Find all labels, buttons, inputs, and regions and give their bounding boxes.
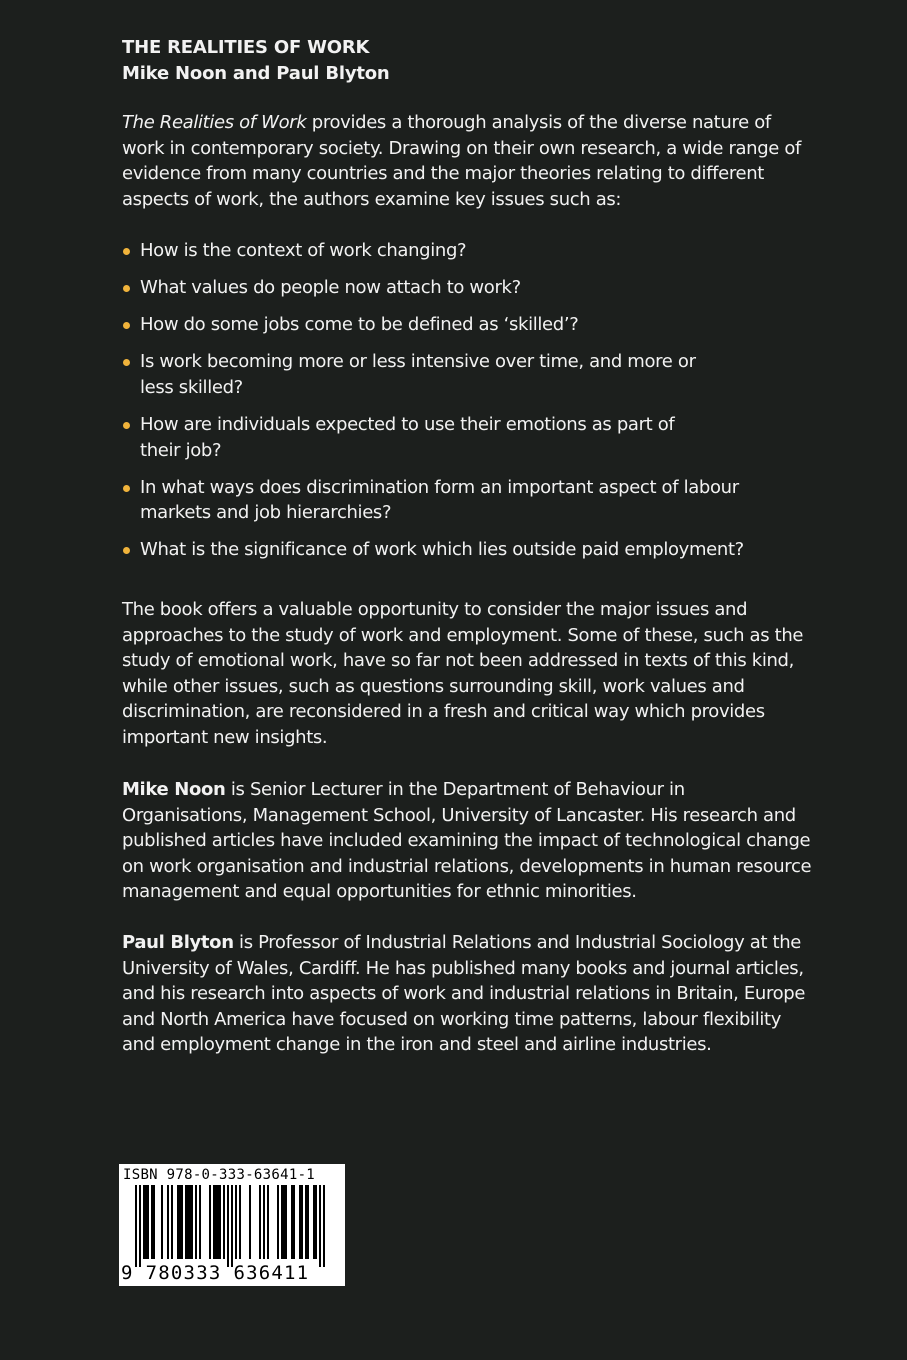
barcode-bar bbox=[215, 1185, 217, 1259]
barcode-bar bbox=[299, 1185, 301, 1259]
list-item bbox=[122, 349, 725, 400]
bullet-dot-icon bbox=[123, 359, 130, 366]
list-item bbox=[122, 238, 812, 264]
list-item-text: How do some jobs come to be defined as ‘skilled’? bbox=[140, 314, 579, 336]
barcode-bar bbox=[259, 1185, 261, 1259]
barcode-bar bbox=[301, 1185, 303, 1259]
barcode-bar bbox=[291, 1185, 293, 1259]
barcode-bar bbox=[145, 1185, 147, 1259]
barcode-bar bbox=[181, 1185, 183, 1259]
barcode-bar bbox=[249, 1185, 251, 1259]
barcode-bar bbox=[139, 1185, 141, 1267]
author-bio-noon bbox=[122, 777, 812, 905]
list-item bbox=[122, 537, 812, 563]
bullet-dot-icon bbox=[123, 485, 130, 492]
barcode-bar bbox=[167, 1185, 169, 1259]
bullet-dot-icon bbox=[123, 322, 130, 329]
barcode-bar bbox=[239, 1185, 241, 1259]
barcode-bar bbox=[223, 1185, 225, 1259]
barcode-bar bbox=[177, 1185, 179, 1259]
barcode-bar bbox=[219, 1185, 221, 1259]
ean-first-digit: 9 bbox=[121, 1262, 134, 1284]
list-item-text: Is work becoming more or less intensive over time, and more or less skilled? bbox=[140, 351, 696, 398]
barcode-bar bbox=[281, 1185, 283, 1259]
description-paragraph: The book offers a valuable opportunity to consider the major issues and approaches to the study of work and employment. Some of these, such as the study of emotional work, have so far not been addressed in texts of this kind, while other issues, such as questions surrounding skill, work values and discrimination, are reconsidered in a fresh and critical way which provides important new insights. bbox=[122, 599, 804, 748]
barcode-bar bbox=[235, 1185, 237, 1259]
barcode-bar bbox=[285, 1185, 287, 1259]
list-item-text: What values do people now attach to work? bbox=[140, 277, 521, 299]
bullet-dot-icon bbox=[123, 422, 130, 429]
barcode-bar bbox=[277, 1185, 279, 1259]
barcode-bar bbox=[179, 1185, 181, 1259]
ean-digits bbox=[121, 1263, 309, 1283]
barcode-bar bbox=[195, 1185, 197, 1259]
key-issues-list bbox=[122, 238, 812, 574]
barcode-bar bbox=[191, 1185, 193, 1259]
barcode-bar bbox=[305, 1185, 307, 1259]
isbn-barcode bbox=[119, 1164, 345, 1286]
barcode-bar bbox=[199, 1185, 201, 1259]
barcode-bar bbox=[213, 1185, 215, 1259]
author-name: Paul Blyton bbox=[122, 932, 234, 953]
ean-right-group: 636411 bbox=[233, 1262, 310, 1284]
list-item bbox=[122, 475, 780, 526]
author-bio-blyton bbox=[122, 930, 812, 1058]
ean-left-group: 780333 bbox=[145, 1262, 222, 1284]
list-item-text: What is the significance of work which lies outside paid employment? bbox=[140, 539, 744, 561]
barcode-bar bbox=[189, 1185, 191, 1259]
intro-text: provides a thorough analysis of the diverse nature of work in contemporary society. Drawing on their own research, a wide range of evidence from many countries and the major theories relating to different aspects of work, the authors examine key issues such as: bbox=[122, 112, 802, 210]
author-bio-text: is Senior Lecturer in the Department of Behaviour in Organisations, Management School, University of Lancaster. His research and published articles have included examining the impact of technological change on work organisation and industrial relations, developments in human resource management and equal opportunities for ethnic minorities. bbox=[122, 779, 812, 903]
list-item-text: In what ways does discrimination form an important aspect of labour markets and job hierarchies? bbox=[140, 476, 739, 524]
barcode-bar bbox=[143, 1185, 145, 1259]
barcode-bar bbox=[209, 1185, 211, 1259]
barcode-bar bbox=[153, 1185, 155, 1259]
bullet-dot-icon bbox=[123, 285, 130, 292]
list-item-text: How are individuals expected to use their emotions as part of their job? bbox=[140, 413, 675, 461]
barcode-bar bbox=[227, 1185, 229, 1267]
barcode-bar bbox=[147, 1185, 149, 1259]
book-title: THE REALITIES OF WORK bbox=[122, 37, 370, 58]
barcode-bar bbox=[185, 1185, 187, 1259]
author-name: Mike Noon bbox=[122, 779, 226, 800]
barcode-bars bbox=[123, 1185, 341, 1267]
barcode-bar bbox=[267, 1185, 269, 1259]
isbn-label: ISBN 978-0-333-63641-1 bbox=[123, 1167, 316, 1183]
barcode-bar bbox=[151, 1185, 153, 1259]
list-item-text: How is the context of work changing? bbox=[140, 240, 467, 261]
bullet-dot-icon bbox=[123, 547, 130, 554]
intro-title-italic: The Realities of Work bbox=[122, 112, 307, 133]
barcode-bar bbox=[217, 1185, 219, 1259]
barcode-bar bbox=[161, 1185, 163, 1259]
barcode-bar bbox=[307, 1185, 309, 1259]
barcode-bar bbox=[231, 1185, 233, 1267]
barcode-bar bbox=[283, 1185, 285, 1259]
bullet-dot-icon bbox=[123, 248, 130, 255]
list-item bbox=[122, 275, 812, 301]
barcode-bar bbox=[315, 1185, 317, 1259]
list-item bbox=[122, 312, 812, 338]
barcode-bar bbox=[313, 1185, 315, 1259]
barcode-bar bbox=[135, 1185, 137, 1267]
barcode-bar bbox=[263, 1185, 265, 1259]
barcode-bar bbox=[319, 1185, 321, 1267]
book-authors: Mike Noon and Paul Blyton bbox=[122, 63, 390, 84]
barcode-bar bbox=[171, 1185, 173, 1259]
intro-paragraph bbox=[122, 110, 812, 212]
author-bio-text: is Professor of Industrial Relations and Industrial Sociology at the University of Wales, Cardiff. He has published many books and journal articles, and his research into aspects of work and industrial relations in Britain, Europe and North America have focused on working time patterns, labour flexibility and employment change in the iron and steel and airline industries. bbox=[122, 932, 806, 1056]
barcode-bar bbox=[293, 1185, 295, 1259]
barcode-bar bbox=[323, 1185, 325, 1267]
list-item bbox=[122, 412, 685, 463]
barcode-bar bbox=[187, 1185, 189, 1259]
